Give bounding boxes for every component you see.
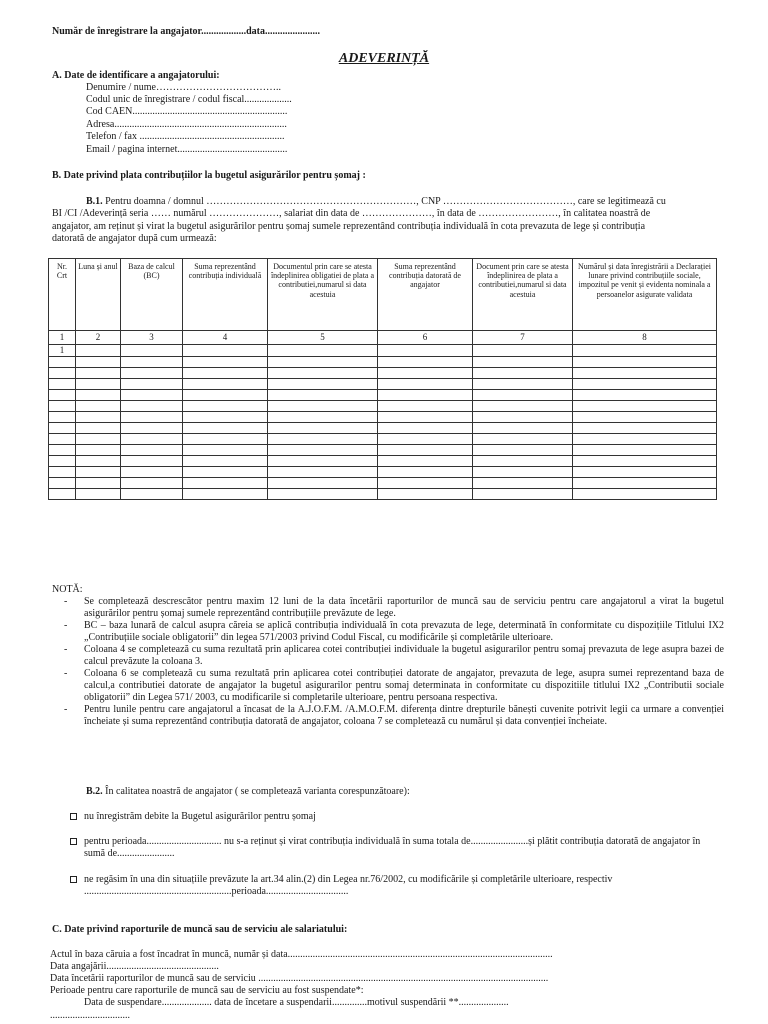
table-cell[interactable] bbox=[268, 422, 378, 433]
b1-label: B.1. bbox=[86, 196, 103, 207]
b1-line-4: datorată de angajator după cum urmează: bbox=[52, 233, 217, 244]
table-cell[interactable] bbox=[268, 400, 378, 411]
column-number: 7 bbox=[473, 331, 573, 345]
table-cell[interactable] bbox=[378, 389, 473, 400]
column-number: 6 bbox=[378, 331, 473, 345]
table-cell[interactable] bbox=[268, 367, 378, 378]
table-row bbox=[49, 433, 717, 444]
column-number: 8 bbox=[573, 331, 717, 345]
table-cell[interactable] bbox=[473, 367, 573, 378]
b1-line-3: angajator, am reținut și virat la bugetul asigurărilor pentru șomaj sumele reprezentând contribuția individuală în cota prevazuta de lege și contribuția bbox=[52, 221, 646, 232]
table-cell[interactable] bbox=[268, 433, 378, 444]
table-cell[interactable] bbox=[49, 466, 76, 477]
table-cell[interactable] bbox=[268, 466, 378, 477]
table-row bbox=[49, 367, 717, 378]
table-cell[interactable] bbox=[49, 389, 76, 400]
table-cell[interactable] bbox=[121, 455, 183, 466]
table-cell[interactable] bbox=[473, 411, 573, 422]
table-cell[interactable] bbox=[49, 378, 76, 389]
table-cell[interactable] bbox=[473, 356, 573, 367]
table-row bbox=[49, 389, 717, 400]
table-cell[interactable] bbox=[183, 389, 268, 400]
table-cell[interactable] bbox=[473, 433, 573, 444]
option-text: nu înregistrăm debite la Bugetul asigurărilor pentru șomaj bbox=[84, 811, 316, 822]
suspension-details-line: Data de suspendare.................... data de încetare a suspendarii..............motivul suspendării **.................... bbox=[84, 997, 509, 1008]
termination-date-line: Data încetării raporturilor de muncă sau de serviciu .................................................................................................................... bbox=[50, 973, 549, 984]
table-cell[interactable] bbox=[473, 477, 573, 488]
table-cell[interactable] bbox=[183, 356, 268, 367]
table-cell[interactable] bbox=[268, 477, 378, 488]
table-cell[interactable] bbox=[183, 455, 268, 466]
table-cell[interactable] bbox=[76, 488, 121, 499]
col-header-payment-document: Documentul prin care se atesta îndeplinirea obligatiei de plata a contributiei,numarul si data acestuia bbox=[268, 259, 378, 331]
hire-date-line: Data angajării............................................. bbox=[50, 961, 219, 972]
table-cell[interactable] bbox=[49, 444, 76, 455]
table-row bbox=[49, 477, 717, 488]
field-fiscal-code: Codul unic de înregistrare / codul fiscal................... bbox=[86, 94, 292, 105]
note-text: Coloana 6 se completează cu suma rezultată prin aplicarea cotei contribuției datorate de angajator, prevazuta de lege, asupra sumei reprezentand baza de calcul,a contributiei datorate de angajator la bugetul asigurarilor pentru somaj determinata in conformitate cu dispozitiile titlului IX2 „Contributii sociale obligatorii” din Legea 571/ 2003, cu modificarile si completarile ulterioare, pentru persoana respectiva. bbox=[84, 668, 724, 703]
table-cell[interactable] bbox=[49, 488, 76, 499]
table-cell[interactable] bbox=[573, 411, 717, 422]
table-cell[interactable] bbox=[473, 378, 573, 389]
table-cell[interactable] bbox=[183, 378, 268, 389]
option-checkbox[interactable] bbox=[70, 813, 77, 820]
table-cell[interactable] bbox=[49, 411, 76, 422]
table-cell[interactable] bbox=[183, 488, 268, 499]
table-cell[interactable] bbox=[378, 345, 473, 357]
table-cell[interactable] bbox=[268, 356, 378, 367]
column-number: 4 bbox=[183, 331, 268, 345]
table-cell[interactable] bbox=[573, 389, 717, 400]
table-cell[interactable] bbox=[76, 356, 121, 367]
note-text: BC – baza lunară de calcul asupra căreia se aplică contribuția individuală în cota prevazuta de lege, determinată în conformitate cu dispozițiile Titlului IX2 „Contribuțiile sociale obligatorii” din legea 571/2003 privind Codul Fiscal, cu modificările și completările ulterioare. bbox=[84, 620, 724, 643]
option-text: ne regăsim în una din situațiile prevăzute la art.34 alin.(2) din Legea nr.76/2002, cu modificările și completările ulterioare, respectiv ...........................................................perioada................................. bbox=[84, 874, 613, 898]
table-cell[interactable] bbox=[76, 389, 121, 400]
table-cell[interactable] bbox=[76, 455, 121, 466]
table-cell[interactable] bbox=[121, 444, 183, 455]
table-cell[interactable] bbox=[378, 433, 473, 444]
table-cell[interactable] bbox=[473, 488, 573, 499]
table-cell[interactable] bbox=[121, 422, 183, 433]
table-cell[interactable] bbox=[76, 367, 121, 378]
field-caen-code: Cod CAEN.............................................................. bbox=[86, 106, 288, 117]
suspension-periods-line: Perioade pentru care raporturile de muncă sau de serviciu au fost suspendate*: bbox=[50, 985, 364, 996]
table-cell[interactable] bbox=[121, 411, 183, 422]
column-number: 3 bbox=[121, 331, 183, 345]
note-dash: - bbox=[64, 596, 68, 607]
table-cell[interactable] bbox=[378, 367, 473, 378]
note-item bbox=[64, 704, 724, 728]
table-cell[interactable] bbox=[268, 444, 378, 455]
table-cell[interactable] bbox=[378, 455, 473, 466]
table-cell[interactable] bbox=[573, 433, 717, 444]
table-cell[interactable] bbox=[76, 422, 121, 433]
table-cell[interactable] bbox=[76, 378, 121, 389]
table-cell[interactable] bbox=[573, 466, 717, 477]
table-cell[interactable] bbox=[473, 345, 573, 357]
table-cell[interactable] bbox=[378, 466, 473, 477]
table-cell[interactable] bbox=[573, 444, 717, 455]
table-cell[interactable] bbox=[573, 422, 717, 433]
table-cell[interactable] bbox=[378, 477, 473, 488]
table-cell[interactable] bbox=[268, 411, 378, 422]
note-label: NOTĂ: bbox=[52, 584, 83, 595]
table-cell[interactable] bbox=[183, 444, 268, 455]
table-cell[interactable]: 1 bbox=[49, 345, 76, 357]
option-legal-situation[interactable] bbox=[70, 874, 720, 898]
col-header-nr: Nr. Crt bbox=[49, 259, 76, 331]
table-cell[interactable] bbox=[183, 367, 268, 378]
note-text: Se completează descrescător pentru maxim 12 luni de la data încetării raporturilor de muncă sau de serviciu pentru care angajatorul a virat la bugetul asigurărilor pentru șomaj sumele reprezentând contribuțiile prevăzute de lege. bbox=[84, 596, 724, 619]
note-text: Pentru lunile pentru care angajatorul a încasat de la A.J.O.F.M. /A.M.O.F.M. diferența dintre drepturile bănești cuvenite potrivit legii ca urmare a convenției încheiate și suma reprezentând contribuția datorată de angajator, coloana 7 se completează cu numărul și data convenției încheiate. bbox=[84, 704, 724, 727]
note-dash: - bbox=[64, 668, 68, 679]
table-row bbox=[49, 466, 717, 477]
table-cell[interactable] bbox=[378, 411, 473, 422]
section-a-heading: A. Date de identificare a angajatorului: bbox=[52, 70, 220, 81]
table-row bbox=[49, 356, 717, 367]
section-c-heading: C. Date privind raporturile de muncă sau de serviciu ale salariatului: bbox=[52, 924, 348, 935]
table-row bbox=[49, 455, 717, 466]
table-cell[interactable] bbox=[378, 400, 473, 411]
note-dash: - bbox=[64, 704, 68, 715]
table-cell[interactable] bbox=[573, 378, 717, 389]
table-cell[interactable] bbox=[76, 411, 121, 422]
table-cell[interactable] bbox=[121, 356, 183, 367]
table-cell[interactable] bbox=[183, 345, 268, 357]
note-list bbox=[64, 596, 724, 728]
b1-line-2: BI /CI /Adeverință seria …… numărul …………………, salariat din data de …………………, în data de ……………………, în calitatea noastră de bbox=[52, 208, 651, 219]
table-row bbox=[49, 444, 717, 455]
option-no-debts[interactable] bbox=[70, 811, 720, 823]
table-cell[interactable] bbox=[473, 466, 573, 477]
registration-number-line: Număr de înregistrare la angajator..................data...................... bbox=[52, 26, 320, 37]
b2-intro-text: În calitatea noastră de angajator ( se completează varianta corespunzătoare): bbox=[102, 786, 410, 797]
table-cell[interactable] bbox=[121, 345, 183, 357]
option-checkbox[interactable] bbox=[70, 838, 77, 845]
table-cell[interactable] bbox=[268, 389, 378, 400]
table-row bbox=[49, 488, 717, 499]
field-name: Denumire / nume……………………………….. bbox=[86, 82, 281, 93]
col-header-month-year: Luna și anul bbox=[76, 259, 121, 331]
table-cell[interactable] bbox=[183, 466, 268, 477]
table-cell[interactable] bbox=[473, 455, 573, 466]
table-cell[interactable] bbox=[268, 488, 378, 499]
table-cell[interactable] bbox=[268, 378, 378, 389]
table-cell[interactable] bbox=[573, 455, 717, 466]
table-row bbox=[49, 422, 717, 433]
table-cell[interactable] bbox=[121, 389, 183, 400]
field-address: Adresa..................................................................... bbox=[86, 119, 287, 130]
table-row bbox=[49, 411, 717, 422]
table-cell[interactable] bbox=[76, 400, 121, 411]
table-cell[interactable] bbox=[473, 400, 573, 411]
table-cell[interactable] bbox=[573, 477, 717, 488]
table-cell[interactable] bbox=[183, 477, 268, 488]
table-cell[interactable] bbox=[76, 433, 121, 444]
option-text: pentru perioada.............................. nu s-a reținut și virat contribuția individuală în suma totala de.......................și plătit contribuția datorată de angajator în sumă de....................... bbox=[84, 836, 701, 860]
table-cell[interactable] bbox=[49, 400, 76, 411]
table-row bbox=[49, 400, 717, 411]
table-cell[interactable] bbox=[378, 444, 473, 455]
table-header-row bbox=[49, 259, 717, 331]
note-item bbox=[64, 644, 724, 668]
column-number: 5 bbox=[268, 331, 378, 345]
table-cell[interactable] bbox=[378, 488, 473, 499]
contributions-table bbox=[48, 258, 717, 500]
field-email-web: Email / pagina internet............................................ bbox=[86, 144, 288, 155]
table-cell[interactable] bbox=[121, 378, 183, 389]
table-cell[interactable] bbox=[473, 444, 573, 455]
table-cell[interactable] bbox=[121, 477, 183, 488]
table-row bbox=[49, 378, 717, 389]
option-unpaid-period[interactable] bbox=[70, 836, 720, 860]
table-cell[interactable] bbox=[49, 422, 76, 433]
table-cell[interactable] bbox=[183, 422, 268, 433]
table-cell[interactable] bbox=[76, 444, 121, 455]
table-cell[interactable] bbox=[573, 356, 717, 367]
note-item bbox=[64, 596, 724, 620]
b2-intro-line bbox=[86, 786, 410, 798]
table-row bbox=[49, 345, 717, 357]
table-cell[interactable] bbox=[121, 466, 183, 477]
table-cell[interactable] bbox=[268, 455, 378, 466]
table-cell[interactable] bbox=[378, 422, 473, 433]
col-header-individual-contribution: Suma reprezentând contribuția individuală bbox=[183, 259, 268, 331]
note-dash: - bbox=[64, 644, 68, 655]
table-cell[interactable] bbox=[76, 466, 121, 477]
employment-act-line: Actul în baza căruia a fost încadrat în muncă, număr și data.......................................................................................................... bbox=[50, 949, 553, 960]
table-cell[interactable] bbox=[121, 400, 183, 411]
table-cell[interactable] bbox=[473, 422, 573, 433]
col-header-employer-payment-document: Document prin care se atesta îndeplinirea de plata a contributiei,numarul si data acestuia bbox=[473, 259, 573, 331]
table-cell[interactable] bbox=[49, 367, 76, 378]
field-phone-fax: Telefon / fax .......................................................... bbox=[86, 131, 285, 142]
col-header-calculation-base: Baza de calcul (BC) bbox=[121, 259, 183, 331]
table-cell[interactable] bbox=[121, 433, 183, 444]
table-cell[interactable] bbox=[121, 488, 183, 499]
table-cell[interactable] bbox=[49, 433, 76, 444]
column-numbers-row bbox=[49, 331, 717, 345]
document-title: ADEVERINȚĂ bbox=[338, 51, 430, 66]
option-checkbox[interactable] bbox=[70, 876, 77, 883]
b1-line-1 bbox=[86, 196, 666, 208]
table-cell[interactable] bbox=[573, 345, 717, 357]
table-cell[interactable] bbox=[268, 345, 378, 357]
section-b-heading: B. Date privind plata contribuțiilor la bugetul asigurărilor pentru șomaj : bbox=[52, 170, 366, 181]
table-cell[interactable] bbox=[183, 411, 268, 422]
table-cell[interactable] bbox=[473, 389, 573, 400]
note-text: Coloana 4 se completează cu suma rezultată prin aplicarea cotei contribuției individuale la bugetul asigurarilor pentru somaj prevazuta de lege asupra bazei de calcul prevăzute la coloana 3. bbox=[84, 644, 724, 667]
note-item bbox=[64, 668, 724, 704]
table-cell[interactable] bbox=[573, 367, 717, 378]
table-cell[interactable] bbox=[378, 356, 473, 367]
table-cell[interactable] bbox=[49, 455, 76, 466]
table-cell[interactable] bbox=[183, 433, 268, 444]
table-cell[interactable] bbox=[76, 477, 121, 488]
table-cell[interactable] bbox=[49, 477, 76, 488]
note-item bbox=[64, 620, 724, 644]
b1-line-1-text: Pentru doamna / domnul ………………………………………………………, CNP …………………………………, care se legitimează cu bbox=[102, 196, 666, 207]
table-cell[interactable] bbox=[76, 345, 121, 357]
table-cell[interactable] bbox=[378, 378, 473, 389]
table-cell[interactable] bbox=[573, 400, 717, 411]
trailing-dots-line: ................................ bbox=[50, 1010, 130, 1021]
table-cell[interactable] bbox=[121, 367, 183, 378]
col-header-employer-contribution: Suma reprezentând contribuția datorată de angajator bbox=[378, 259, 473, 331]
table-cell[interactable] bbox=[573, 488, 717, 499]
note-dash: - bbox=[64, 620, 68, 631]
col-header-monthly-declaration: Numărul și data înregistrării a Declarației lunare privind contribuțiile sociale, impozitul pe venit și evidenta nominala a persoanelor asigurate validata bbox=[573, 259, 717, 331]
column-number: 1 bbox=[49, 331, 76, 345]
b2-label: B.2. bbox=[86, 786, 103, 797]
table-cell[interactable] bbox=[49, 356, 76, 367]
table-cell[interactable] bbox=[183, 400, 268, 411]
column-number: 2 bbox=[76, 331, 121, 345]
